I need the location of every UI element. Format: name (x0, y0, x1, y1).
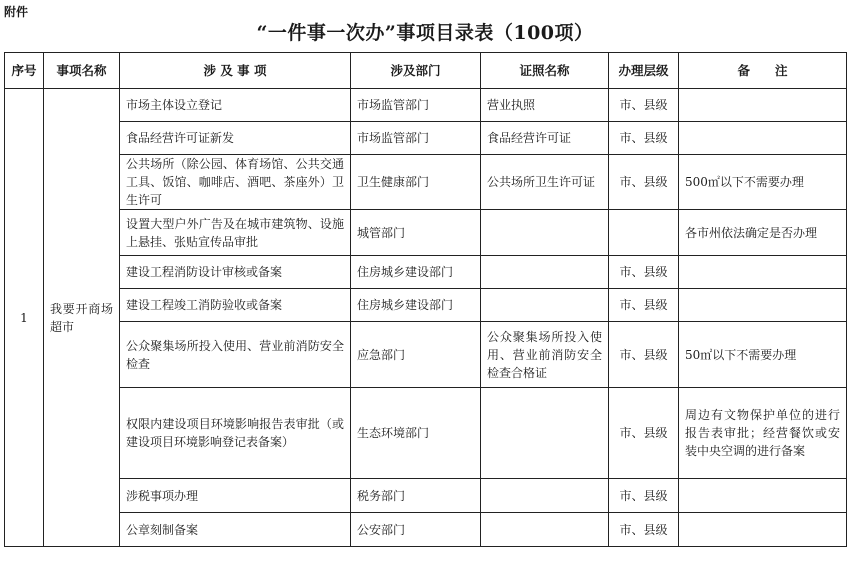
cell-level: 市、县级 (609, 289, 679, 322)
cell-item: 食品经营许可证新发 (120, 122, 351, 155)
cell-note (679, 122, 847, 155)
cell-dept: 市场监管部门 (351, 122, 481, 155)
cell-item: 公共场所（除公园、体育场馆、公共交通工具、饭馆、咖啡店、酒吧、茶座外）卫生许可 (120, 155, 351, 210)
cell-level: 市、县级 (609, 479, 679, 513)
page-title: “一件事一次办”事项目录表（100项） (256, 22, 594, 44)
cell-level: 市、县级 (609, 122, 679, 155)
attachment-label: 附件 (4, 5, 29, 19)
cell-dept: 城管部门 (351, 210, 481, 256)
cell-dept: 生态环境部门 (351, 388, 481, 479)
item-catalog-table (4, 52, 847, 547)
cell-note: 500㎡以下不需要办理 (679, 155, 847, 210)
col-header-level: 办理层级 (609, 53, 679, 89)
cell-level: 市、县级 (609, 89, 679, 122)
cell-item: 公众聚集场所投入使用、营业前消防安全检查 (120, 322, 351, 388)
cell-level: 市、县级 (609, 513, 679, 547)
cell-license: 食品经营许可证 (481, 122, 609, 155)
cell-dept: 市场监管部门 (351, 89, 481, 122)
col-header-note: 备 注 (679, 53, 847, 89)
cell-note: 各市州依法确定是否办理 (679, 210, 847, 256)
table-row (5, 388, 847, 479)
cell-note: 周边有文物保护单位的进行报告表审批；经营餐饮或安装中央空调的进行备案 (679, 388, 847, 479)
cell-license (481, 513, 609, 547)
cell-note (679, 289, 847, 322)
cell-dept: 住房城乡建设部门 (351, 289, 481, 322)
cell-license: 营业执照 (481, 89, 609, 122)
cell-license (481, 210, 609, 256)
table-row (5, 155, 847, 210)
cell-item: 建设工程竣工消防验收或备案 (120, 289, 351, 322)
cell-dept: 住房城乡建设部门 (351, 256, 481, 289)
table-row (5, 479, 847, 513)
cell-note (679, 89, 847, 122)
cell-note: 50㎡以下不需要办理 (679, 322, 847, 388)
cell-level: 市、县级 (609, 256, 679, 289)
cell-dept: 公安部门 (351, 513, 481, 547)
cell-item: 权限内建设项目环境影响报告表审批（或建设项目环境影响登记表备案） (120, 388, 351, 479)
cell-license (481, 388, 609, 479)
table-row (5, 513, 847, 547)
cell-note (679, 513, 847, 547)
cell-level: 市、县级 (609, 388, 679, 479)
cell-license (481, 256, 609, 289)
cell-level (609, 210, 679, 256)
table-row (5, 322, 847, 388)
cell-item: 建设工程消防设计审核或备案 (120, 256, 351, 289)
cell-note (679, 479, 847, 513)
table-row (5, 256, 847, 289)
col-header-involved-item: 涉 及 事 项 (120, 53, 351, 89)
cell-level: 市、县级 (609, 155, 679, 210)
col-header-license: 证照名称 (481, 53, 609, 89)
cell-item: 设置大型户外广告及在城市建筑物、设施上悬挂、张贴宣传品审批 (120, 210, 351, 256)
cell-level: 市、县级 (609, 322, 679, 388)
cell-license (481, 289, 609, 322)
col-header-item-name: 事项名称 (44, 53, 120, 89)
cell-dept: 税务部门 (351, 479, 481, 513)
cell-dept: 应急部门 (351, 322, 481, 388)
group-number: 1 (5, 89, 44, 547)
table-row (5, 89, 847, 122)
table-row (5, 289, 847, 322)
table-row (5, 122, 847, 155)
table-header-row (5, 53, 847, 89)
cell-license: 公众聚集场所投入使用、营业前消防安全检查合格证 (481, 322, 609, 388)
cell-item: 市场主体设立登记 (120, 89, 351, 122)
cell-license (481, 479, 609, 513)
cell-item: 涉税事项办理 (120, 479, 351, 513)
group-name: 我要开商场超市 (44, 89, 120, 547)
cell-note (679, 256, 847, 289)
cell-dept: 卫生健康部门 (351, 155, 481, 210)
col-header-department: 涉及部门 (351, 53, 481, 89)
cell-license: 公共场所卫生许可证 (481, 155, 609, 210)
table-row (5, 210, 847, 256)
cell-item: 公章刻制备案 (120, 513, 351, 547)
col-header-no: 序号 (5, 53, 44, 89)
